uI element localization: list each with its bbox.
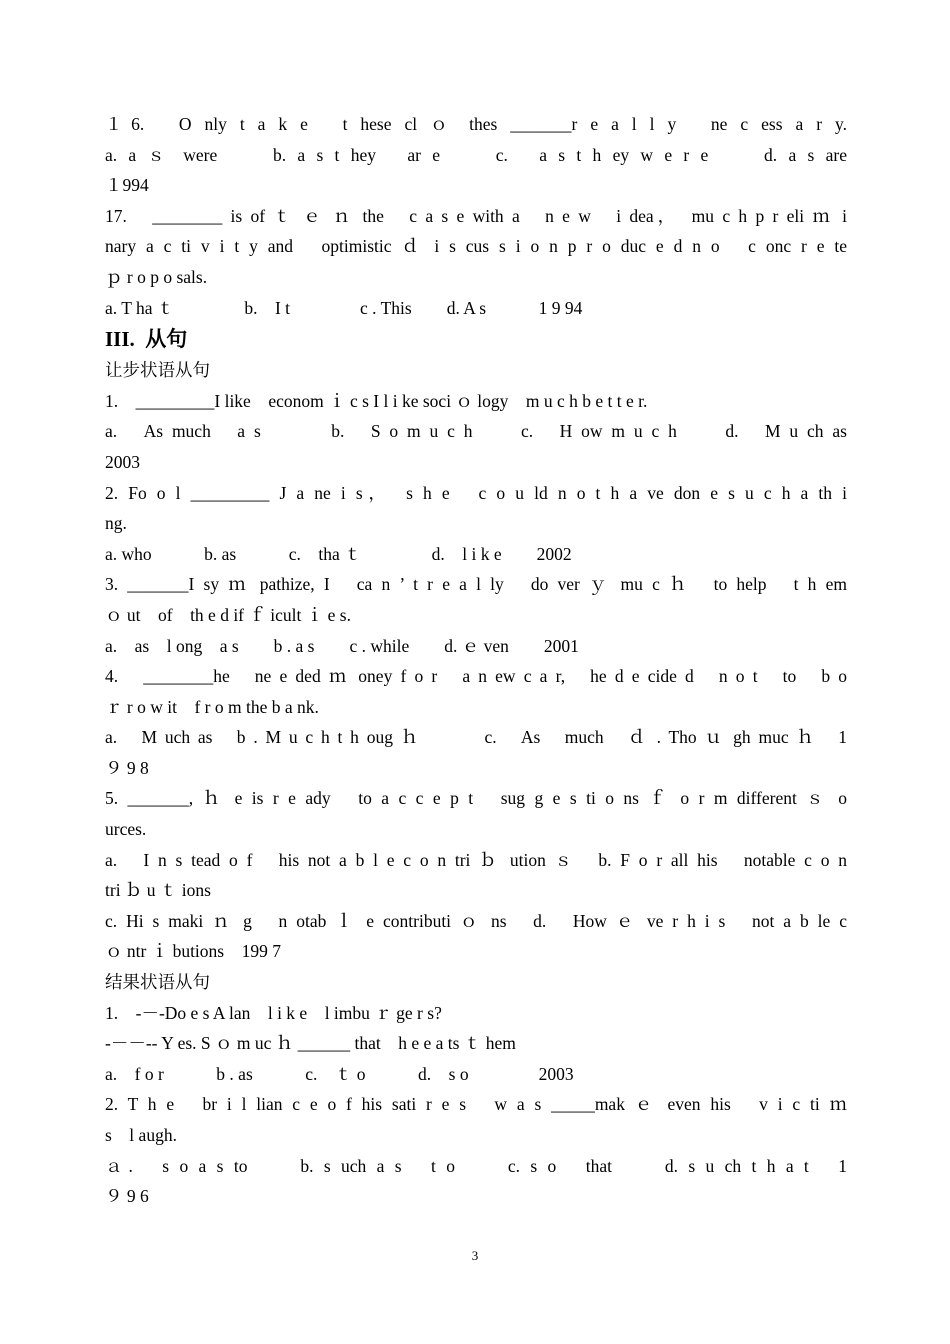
text-line: 1. _________I like econom ｉ c s I l i ke soci ｏ logy m u c h b e t t e r. [105, 390, 648, 411]
subsection-heading: 结果状语从句 [105, 972, 210, 993]
text-line: 5. _______, ｈ e is r e ady to a c c e p t sug g e s ti o ns ｆ o r m different ｓ o [105, 788, 847, 809]
text-line: a. I n s tead o f his not a b l e c o n tri ｂ ution ｓ b. F o r all his notable c o n [105, 849, 847, 870]
page-number: 3 [471, 1248, 479, 1263]
text-line: 2003 [105, 451, 140, 472]
text-line: nary a c ti v i t y and optimistic ｄ i s cus s i o n p r o duc e d n o c onc r e te [105, 236, 847, 257]
text-line: 17. ________ is of ｔ ｅ ｎ the c a s e with a n e w i dea， mu c h p r eli ｍ i [105, 205, 847, 226]
text-line: a. f o r b . as c. ｔ o d. s o 2003 [105, 1063, 574, 1084]
text-line: -－－-- Y es. S ｏ m uc ｈ ______ that h e e a ts ｔ hem [105, 1033, 516, 1054]
text-line: 1. -－-Do e s A lan l i k e l imbu ｒ ge r s? [105, 1002, 442, 1023]
text-line: a. who b. as c. tha ｔ d. l i k e 2002 [105, 543, 572, 564]
section-heading: III. 从句 [105, 327, 188, 352]
text-line: ｏ ut of th e d if ｆ icult ｉ e s. [105, 604, 351, 625]
text-line: １6. O nly t a k e t hese cl ｏ thes _______r e a l l y ne c ess a r y. [105, 114, 847, 134]
text-line: １994 [105, 175, 149, 196]
document-page [105, 109, 847, 1212]
text-line: a. a ｓ were b. a s t hey ar e c. a s t h ey w e r e d. a s are [105, 144, 847, 165]
text-line: ａ. s o a s to b. s uch a s t o c. s o that d. s u ch t h a t 1 [105, 1155, 847, 1176]
text-line: a. T ha ｔ b. I t c . This d. A s 1 9 94 [105, 297, 583, 318]
text-line: a. As much a s b. S o m u c h c. H ow m u c h d. M u ch as [105, 421, 847, 442]
text-line: ９ 9 8 [105, 757, 149, 778]
text-line: 2. Fo o l _________ J a ne i s， s h e c o u ld n o t h a ve don e s u c h a th i [105, 482, 847, 503]
text-line: ｏ ntr ｉ butions 199 7 [105, 941, 281, 962]
text-line: s l augh. [105, 1125, 177, 1145]
text-line: 4. ________he ne e ded ｍ oney f o r a n ew c a r, he d e cide d n o t to b o [105, 666, 847, 687]
text-line: ｒ r o w it f r o m the b a nk. [105, 696, 319, 717]
text-line: tri ｂ u ｔ ions [105, 880, 211, 901]
text-line: ng. [105, 513, 127, 534]
text-line: ９ 9 6 [105, 1186, 149, 1207]
text-line: c. Hi s maki ｎ g n otab ｌ e contributi ｏ ns d. How ｅ ve r h i s not a b le c [105, 910, 847, 931]
document-body [105, 109, 847, 1212]
text-line: ｐ r o p o sals. [105, 266, 208, 287]
text-line: 2. T h e br i l lian c e o f his sati r e s w a s _____mak ｅ even his v i c ti ｍ [105, 1094, 847, 1115]
text-line: a. M uch as b . M u c h t h oug ｈ c. As much ｄ . Tho ｕ gh muc ｈ 1 [105, 727, 847, 748]
subsection-heading: 让步状语从句 [105, 360, 210, 381]
text-line: 3. _______I sy ｍ pathize, I ca n ’ t r e a l ly do ver ｙ mu c ｈ to help t h em [105, 574, 847, 595]
text-line: urces. [105, 819, 147, 840]
text-line: a. as l ong a s b . a s c . while d. ｅ ven 2001 [105, 635, 579, 656]
